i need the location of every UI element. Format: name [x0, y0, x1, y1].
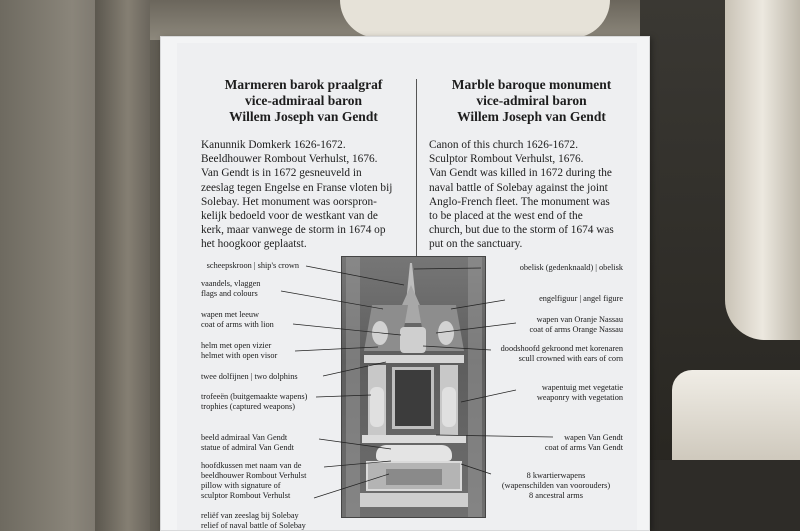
label-weaponry	[483, 383, 623, 403]
label-line: coat of arms Orange Nassau	[529, 325, 623, 334]
marble-statue-top	[340, 0, 610, 38]
photo-angel-right	[438, 321, 454, 345]
photo-black-panel	[392, 367, 434, 429]
label-line: scheepskroon | ship's crown	[206, 261, 299, 270]
label-line: flags and colours	[201, 289, 258, 298]
label-line: (wapenschilden van voorouders)	[501, 481, 611, 490]
photo-base	[362, 435, 466, 443]
label-line: wapentuig met vegetatie	[541, 383, 623, 392]
label-arms-orange-nassau	[483, 315, 623, 335]
monument-photo	[341, 256, 486, 518]
english-title-line: Marble baroque monument	[451, 77, 612, 92]
dutch-text	[201, 138, 406, 252]
label-line: engelfiguur | angel figure	[539, 294, 623, 303]
photo-plinth	[360, 493, 468, 507]
label-line: twee dolfijnen | two dolphins	[201, 372, 298, 381]
label-line: helmet with open visor	[201, 351, 278, 360]
label-relief-solebay	[201, 511, 306, 531]
english-text-line: naval battle of Solebay against the joint	[429, 181, 608, 194]
dutch-title-line: Marmeren barok praalgraf	[224, 77, 383, 92]
label-line: helm met open vizier	[201, 341, 272, 350]
marble-block-right	[672, 370, 800, 460]
label-ancestral-arms	[481, 471, 631, 501]
photo-coat-of-arms	[400, 327, 426, 353]
shadow-floor-right	[640, 460, 800, 531]
photo-trophy-left	[370, 387, 384, 427]
dutch-text-line: kelijk bedoeld voor de westkant van de	[201, 210, 378, 223]
label-coat-of-arms-lion	[201, 310, 274, 330]
english-text-line: to be placed at the west end of the	[429, 210, 583, 223]
dutch-text-line: Van Gendt is in 1672 gesneuveld in	[201, 167, 362, 180]
label-line: relief of naval battle of Solebay	[201, 521, 306, 530]
label-line: beeldhouwer Rombout Verhulst	[201, 471, 307, 480]
photo-cornice	[364, 355, 464, 363]
label-flags	[201, 279, 260, 299]
label-line: coat of arms Van Gendt	[544, 443, 623, 452]
photo-admiral-effigy	[376, 445, 452, 461]
photo-relief	[386, 469, 442, 485]
label-line: trophies (captured weapons)	[201, 402, 295, 411]
label-line: trofeeën (buitgemaakte wapens)	[201, 392, 308, 401]
label-pillow-signature	[201, 461, 306, 501]
label-angel-figure	[483, 294, 623, 304]
dutch-title	[201, 77, 406, 129]
label-line: hoofdkussen met naam van de	[201, 461, 302, 470]
english-title-line: Willem Joseph van Gendt	[457, 109, 606, 124]
english-text-line: church, but due to the storm of 1674 was	[429, 224, 614, 237]
photo-window	[468, 257, 482, 518]
label-line: weaponry with vegetation	[536, 393, 623, 402]
label-line: coat of arms with lion	[201, 320, 274, 329]
label-line: wapen met leeuw	[201, 310, 260, 319]
label-obelisk	[483, 263, 623, 273]
information-sign	[160, 36, 650, 531]
label-line: scull crowned with ears of corn	[518, 354, 623, 363]
photo-trophy-right	[442, 387, 456, 427]
label-line: doodshoofd gekroond met korenaren	[500, 344, 623, 353]
label-line: sculptor Rombout Verhulst	[201, 491, 291, 500]
label-statue-admiral	[201, 433, 294, 453]
photo-window	[346, 257, 360, 518]
label-line: reliëf van zeeslag bij Solebay	[201, 511, 299, 520]
english-text-line: Anglo-French fleet. The monument was	[429, 195, 610, 208]
english-title	[429, 77, 634, 129]
english-text-line: Van Gendt was killed in 1672 during the	[429, 167, 612, 180]
english-text-line: put on the sanctuary.	[429, 238, 523, 251]
english-title-line: vice-admiral baron	[476, 93, 587, 108]
column-divider	[416, 79, 417, 279]
dutch-column	[201, 77, 406, 252]
label-arms-van-gendt	[483, 433, 623, 453]
marble-carving-right	[725, 0, 800, 340]
dutch-title-line: vice-admiraal baron	[244, 93, 363, 108]
label-ships-crown	[161, 261, 299, 271]
dutch-title-line: Willem Joseph van Gendt	[229, 109, 378, 124]
label-line: pillow with signature of	[201, 481, 281, 490]
label-line: wapen van Oranje Nassau	[536, 315, 623, 324]
photo-angel-left	[372, 321, 388, 345]
label-line: wapen Van Gendt	[564, 433, 623, 442]
label-dolphins	[201, 372, 298, 382]
english-text	[429, 138, 634, 252]
english-column	[429, 77, 634, 252]
label-line: 8 kwartierwapens	[526, 471, 586, 480]
label-helmet	[201, 341, 277, 361]
label-line: beeld admiraal Van Gendt	[201, 433, 288, 442]
label-line: statue of admiral Van Gendt	[201, 443, 294, 452]
dutch-text-line: Beeldhouwer Rombout Verhulst, 1676.	[201, 153, 378, 166]
dutch-text-line: kerk, maar vanwege de storm in 1674 op	[201, 224, 386, 237]
stone-pillar-edge	[95, 0, 150, 531]
label-line: 8 ancestral arms	[529, 491, 583, 500]
english-text-line: Canon of this church 1626-1672.	[429, 139, 579, 151]
label-trophies	[201, 392, 307, 412]
label-line: obelisk (gedenknaald) | obelisk	[519, 263, 623, 272]
label-line: vaandels, vlaggen	[201, 279, 261, 288]
dutch-text-line: Solebay. Het monument was oorspron-	[201, 195, 377, 208]
dutch-text-line: zeeslag tegen Engelse en Franse vloten bij	[201, 181, 393, 194]
label-crowned-skull	[475, 344, 623, 364]
english-text-line: Sculptor Rombout Verhulst, 1676.	[429, 153, 584, 166]
dutch-text-line: Kanunnik Domkerk 1626-1672.	[201, 139, 346, 151]
dutch-text-line: het hoogkoor geplaatst.	[201, 238, 307, 251]
